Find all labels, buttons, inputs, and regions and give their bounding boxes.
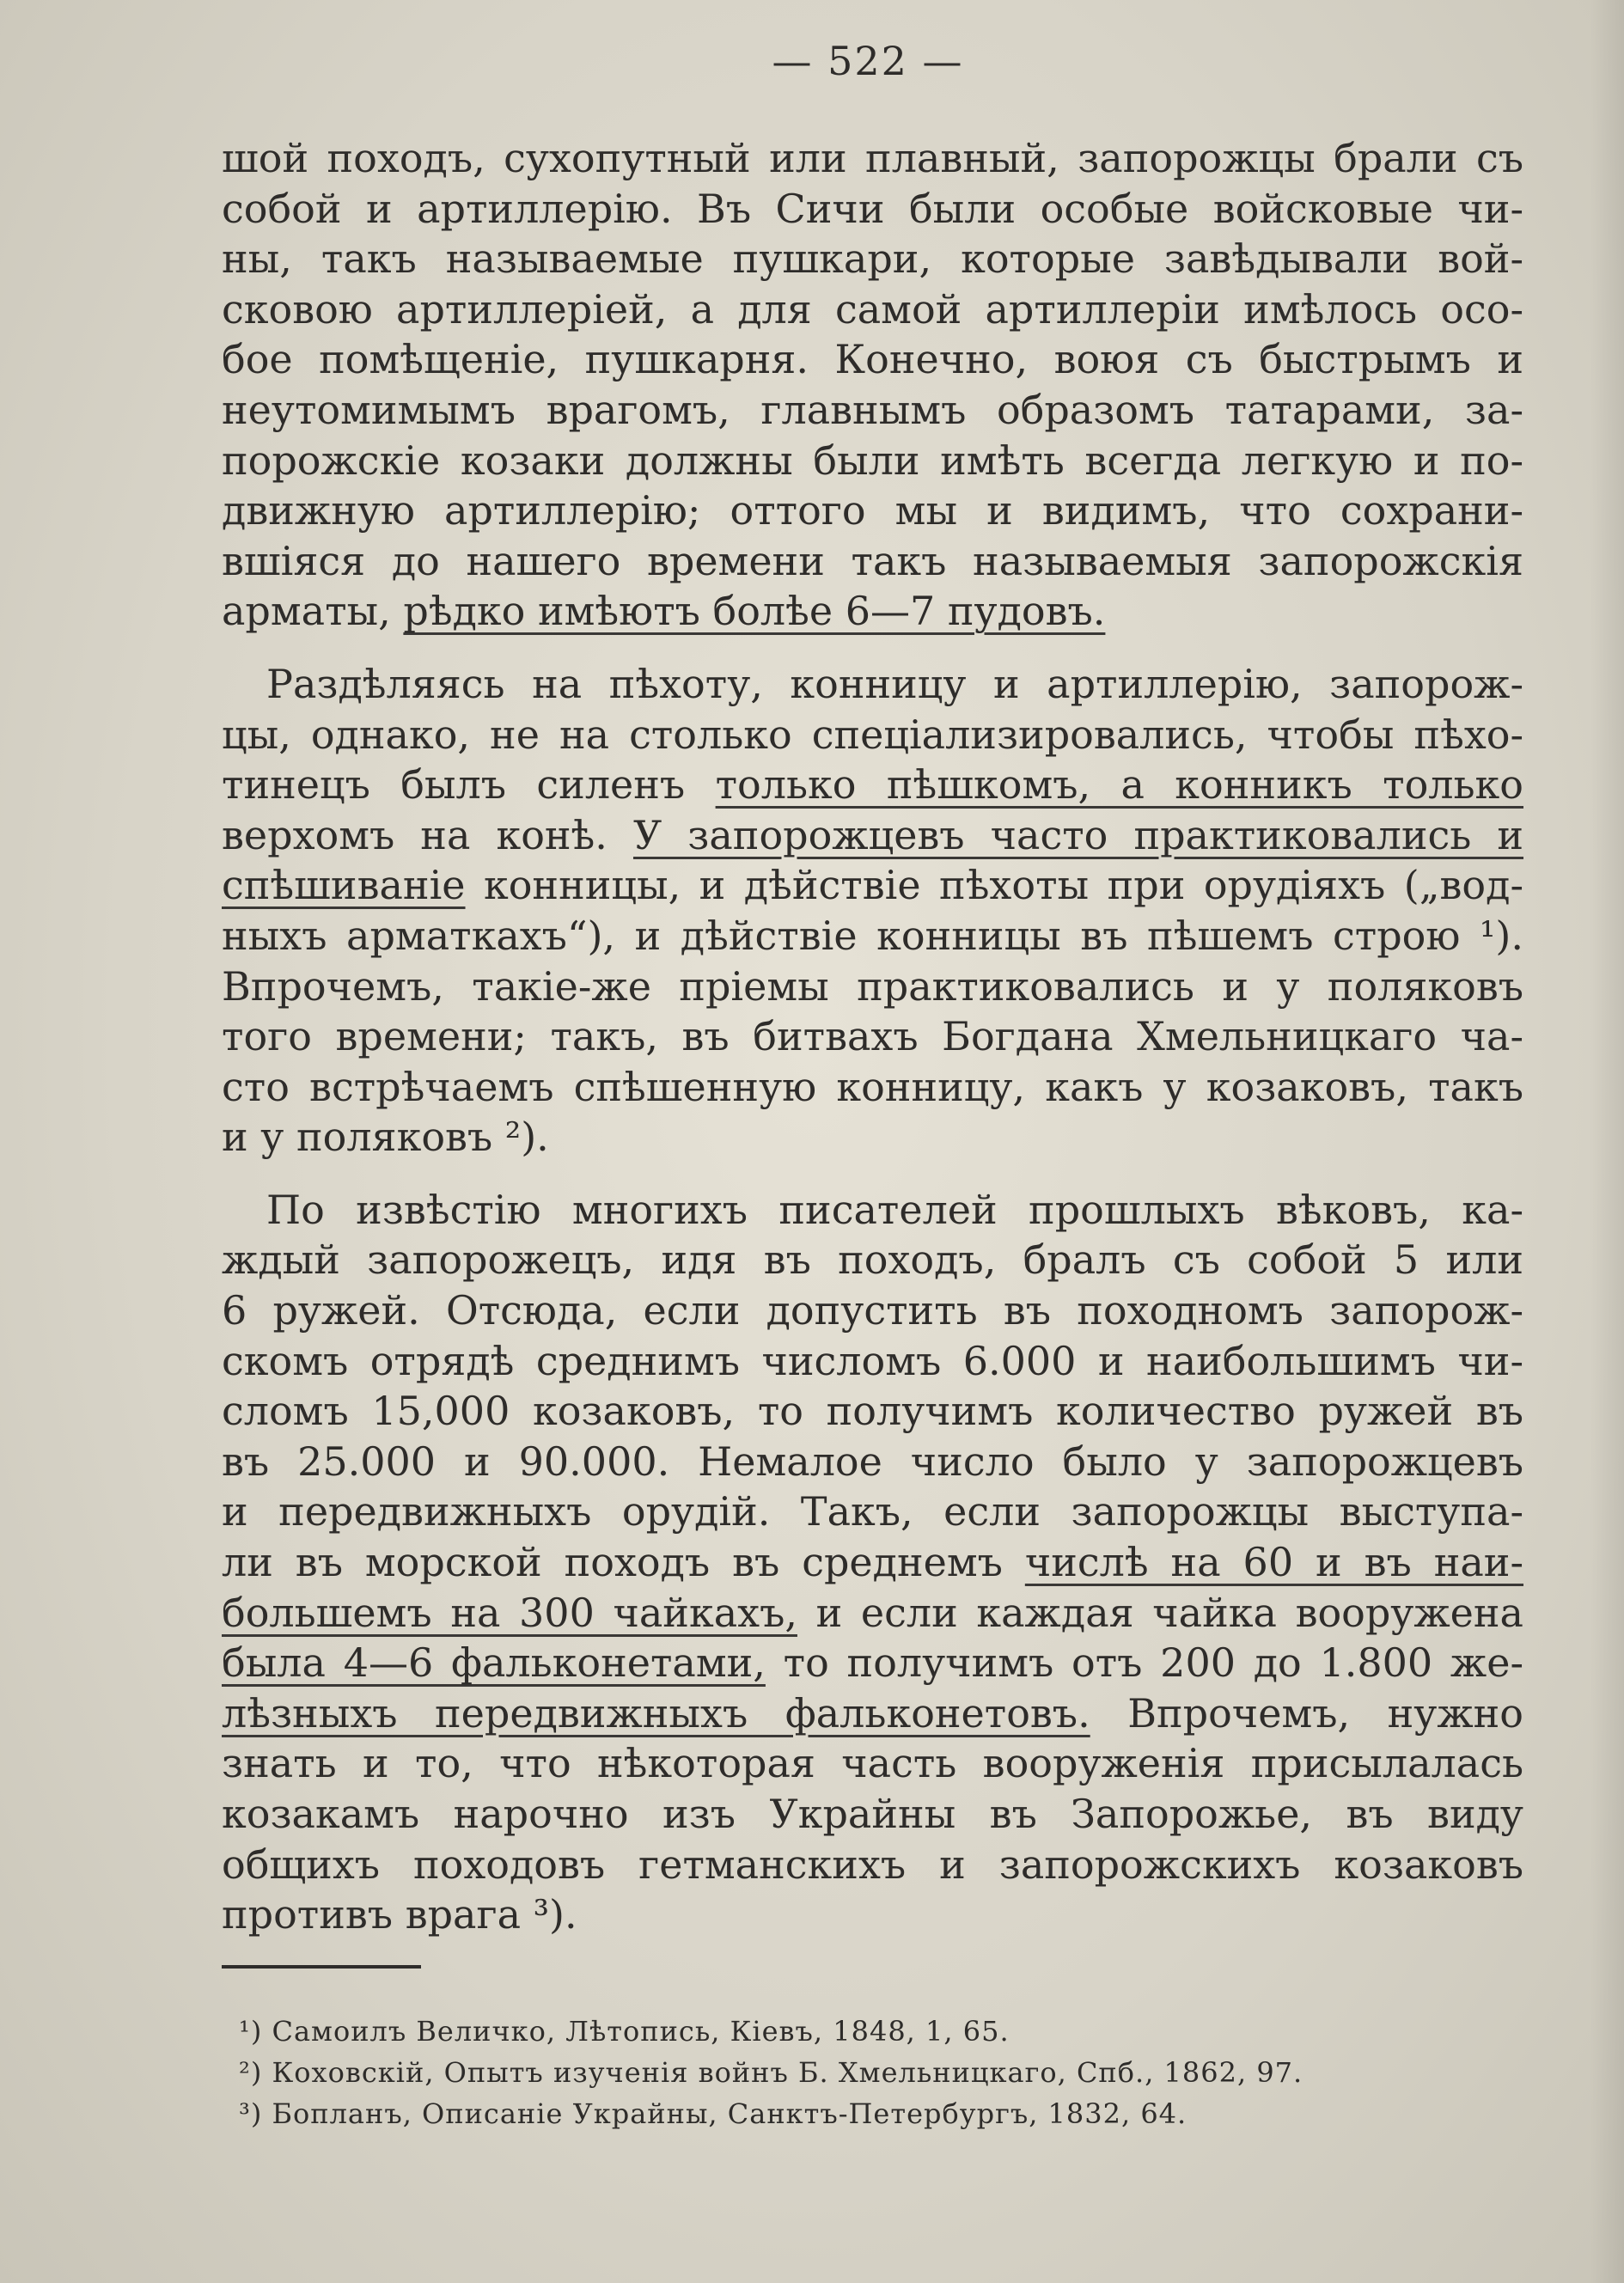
underlined-passage: У запорожцевъ часто практиковались и	[632, 811, 1523, 858]
text-line: того времени; такъ, въ битвахъ Богдана Хмельницкаго ча-	[222, 1013, 1523, 1060]
text-segment: конницы, и дѣйствіе пѣхоты при орудіяхъ („вод-	[465, 862, 1523, 909]
text-line: Впрочемъ, такіе-же пріемы практиковались и у поляковъ	[222, 962, 1523, 1010]
footnote-mark: ²)	[239, 2056, 263, 2089]
text-line: противъ врага ³).	[222, 1891, 577, 1938]
text-line	[222, 1638, 1523, 1688]
text-line	[222, 1537, 1523, 1588]
underlined-passage: спѣшиваніе	[222, 862, 466, 909]
text-line: 6 ружей. Отсюда, если допустить въ походномъ запорож-	[222, 1287, 1523, 1334]
text-line: бое помѣщеніе, пушкарня. Конечно, воюя съ быстрымъ и	[222, 336, 1523, 383]
text-line	[222, 860, 1523, 911]
footnote-rule	[222, 1965, 421, 1969]
text-line: скомъ отрядѣ среднимъ числомъ 6.000 и наибольшимъ чи-	[222, 1337, 1523, 1384]
text-segment: тинецъ былъ силенъ	[222, 761, 716, 809]
text-line: козакамъ нарочно изъ Украйны въ Запорожье, въ виду	[222, 1791, 1523, 1837]
text-line: и передвижныхъ орудій. Такъ, если запорожцы выступа-	[222, 1488, 1523, 1535]
text-segment: и если каждая чайка вооружена	[797, 1589, 1523, 1636]
body-text	[222, 133, 1523, 1940]
text-line	[222, 760, 1523, 810]
underlined-passage: лѣзныхъ передвижныхъ фальконетовъ.	[222, 1689, 1090, 1737]
text-line: сломъ 15,000 козаковъ, то получимъ количество ружей въ	[222, 1388, 1523, 1435]
footnote-mark: ¹)	[239, 2015, 263, 2048]
text-line: ждый запорожецъ, идя въ походъ, бралъ съ собой 5 или	[222, 1236, 1523, 1284]
page-number: — 522 —	[772, 38, 964, 84]
footnote	[239, 2093, 1528, 2134]
footnote-text: Коховскій, Опытъ изученія войнъ Б. Хмельницкаго, Спб., 1862, 97.	[272, 2056, 1303, 2089]
text-segment: то получимъ отъ 200 до 1.800 же-	[765, 1639, 1523, 1687]
text-line: порожскіе козаки должны были имѣть всегда легкую и по-	[222, 436, 1523, 484]
footnotes	[239, 2011, 1528, 2134]
page-edge-shadow	[1590, 0, 1624, 2283]
text-segment: ли въ морской походъ въ среднемъ	[222, 1539, 1025, 1586]
footnote-text: Самоилъ Величко, Лѣтопись, Кіевъ, 1848, 1, 65.	[272, 2015, 1010, 2048]
underlined-passage: числѣ на 60 и въ наи-	[1024, 1539, 1523, 1586]
text-line: движную артиллерію; оттого мы и видимъ, что сохрани-	[222, 487, 1523, 534]
footnote-mark: ³)	[239, 2097, 263, 2130]
text-line: Раздѣляясь на пѣхоту, конницу и артиллерію, запорож-	[266, 660, 1523, 707]
text-line: собой и артиллерію. Въ Сичи были особые войсковые чи-	[222, 185, 1523, 232]
text-line	[222, 586, 1523, 637]
text-segment: Впрочемъ, нужно	[1090, 1689, 1523, 1737]
text-line: и у поляковъ ²).	[222, 1114, 549, 1161]
text-line: По извѣстію многихъ писателей прошлыхъ вѣковъ, ка-	[266, 1186, 1523, 1233]
text-line: цы, однако, не на столько спеціализировались, чтобы пѣхо-	[222, 711, 1523, 758]
text-line: вшіяся до нашего времени такъ называемыя запорожскія	[222, 537, 1523, 584]
text-line: ныхъ арматкахъ“), и дѣйствіе конницы въ пѣшемъ строю ¹).	[222, 912, 1523, 959]
underlined-passage: большемъ на 300 чайкахъ,	[222, 1589, 797, 1636]
text-segment: арматы,	[222, 588, 404, 635]
text-line: шой походъ, сухопутный или плавный, запорожцы брали съ	[222, 135, 1523, 181]
text-line	[222, 1688, 1523, 1739]
text-line: общихъ походовъ гетманскихъ и запорожскихъ козаковъ	[222, 1840, 1523, 1888]
footnote-text: Бопланъ, Описаніе Украйны, Санктъ-Петербургъ, 1832, 64.	[272, 2097, 1187, 2130]
text-line: въ 25.000 и 90.000. Немалое число было у запорожцевъ	[222, 1438, 1523, 1485]
text-line	[222, 1588, 1523, 1639]
text-line: сто встрѣчаемъ спѣшенную конницу, какъ у козаковъ, такъ	[222, 1063, 1523, 1110]
underlined-passage: была 4—6 фальконетами,	[222, 1639, 766, 1687]
text-line: сковою артиллеріей, а для самой артиллеріи имѣлось осо-	[222, 285, 1523, 333]
text-segment: верхомъ на конѣ.	[222, 811, 633, 858]
underlined-passage: рѣдко имѣютъ болѣе 6—7 пудовъ.	[403, 588, 1106, 635]
text-line: неутомимымъ врагомъ, главнымъ образомъ татарами, за-	[222, 386, 1523, 433]
text-line	[222, 810, 1523, 861]
text-line: знать и то, что нѣкоторая часть вооруженія присылалась	[222, 1740, 1523, 1787]
footnote	[239, 2052, 1528, 2093]
footnote	[239, 2011, 1528, 2052]
text-line: ны, такъ называемые пушкари, которые завѣдывали вой-	[222, 235, 1523, 283]
underlined-passage: только пѣшкомъ, а конникъ только	[715, 761, 1523, 809]
